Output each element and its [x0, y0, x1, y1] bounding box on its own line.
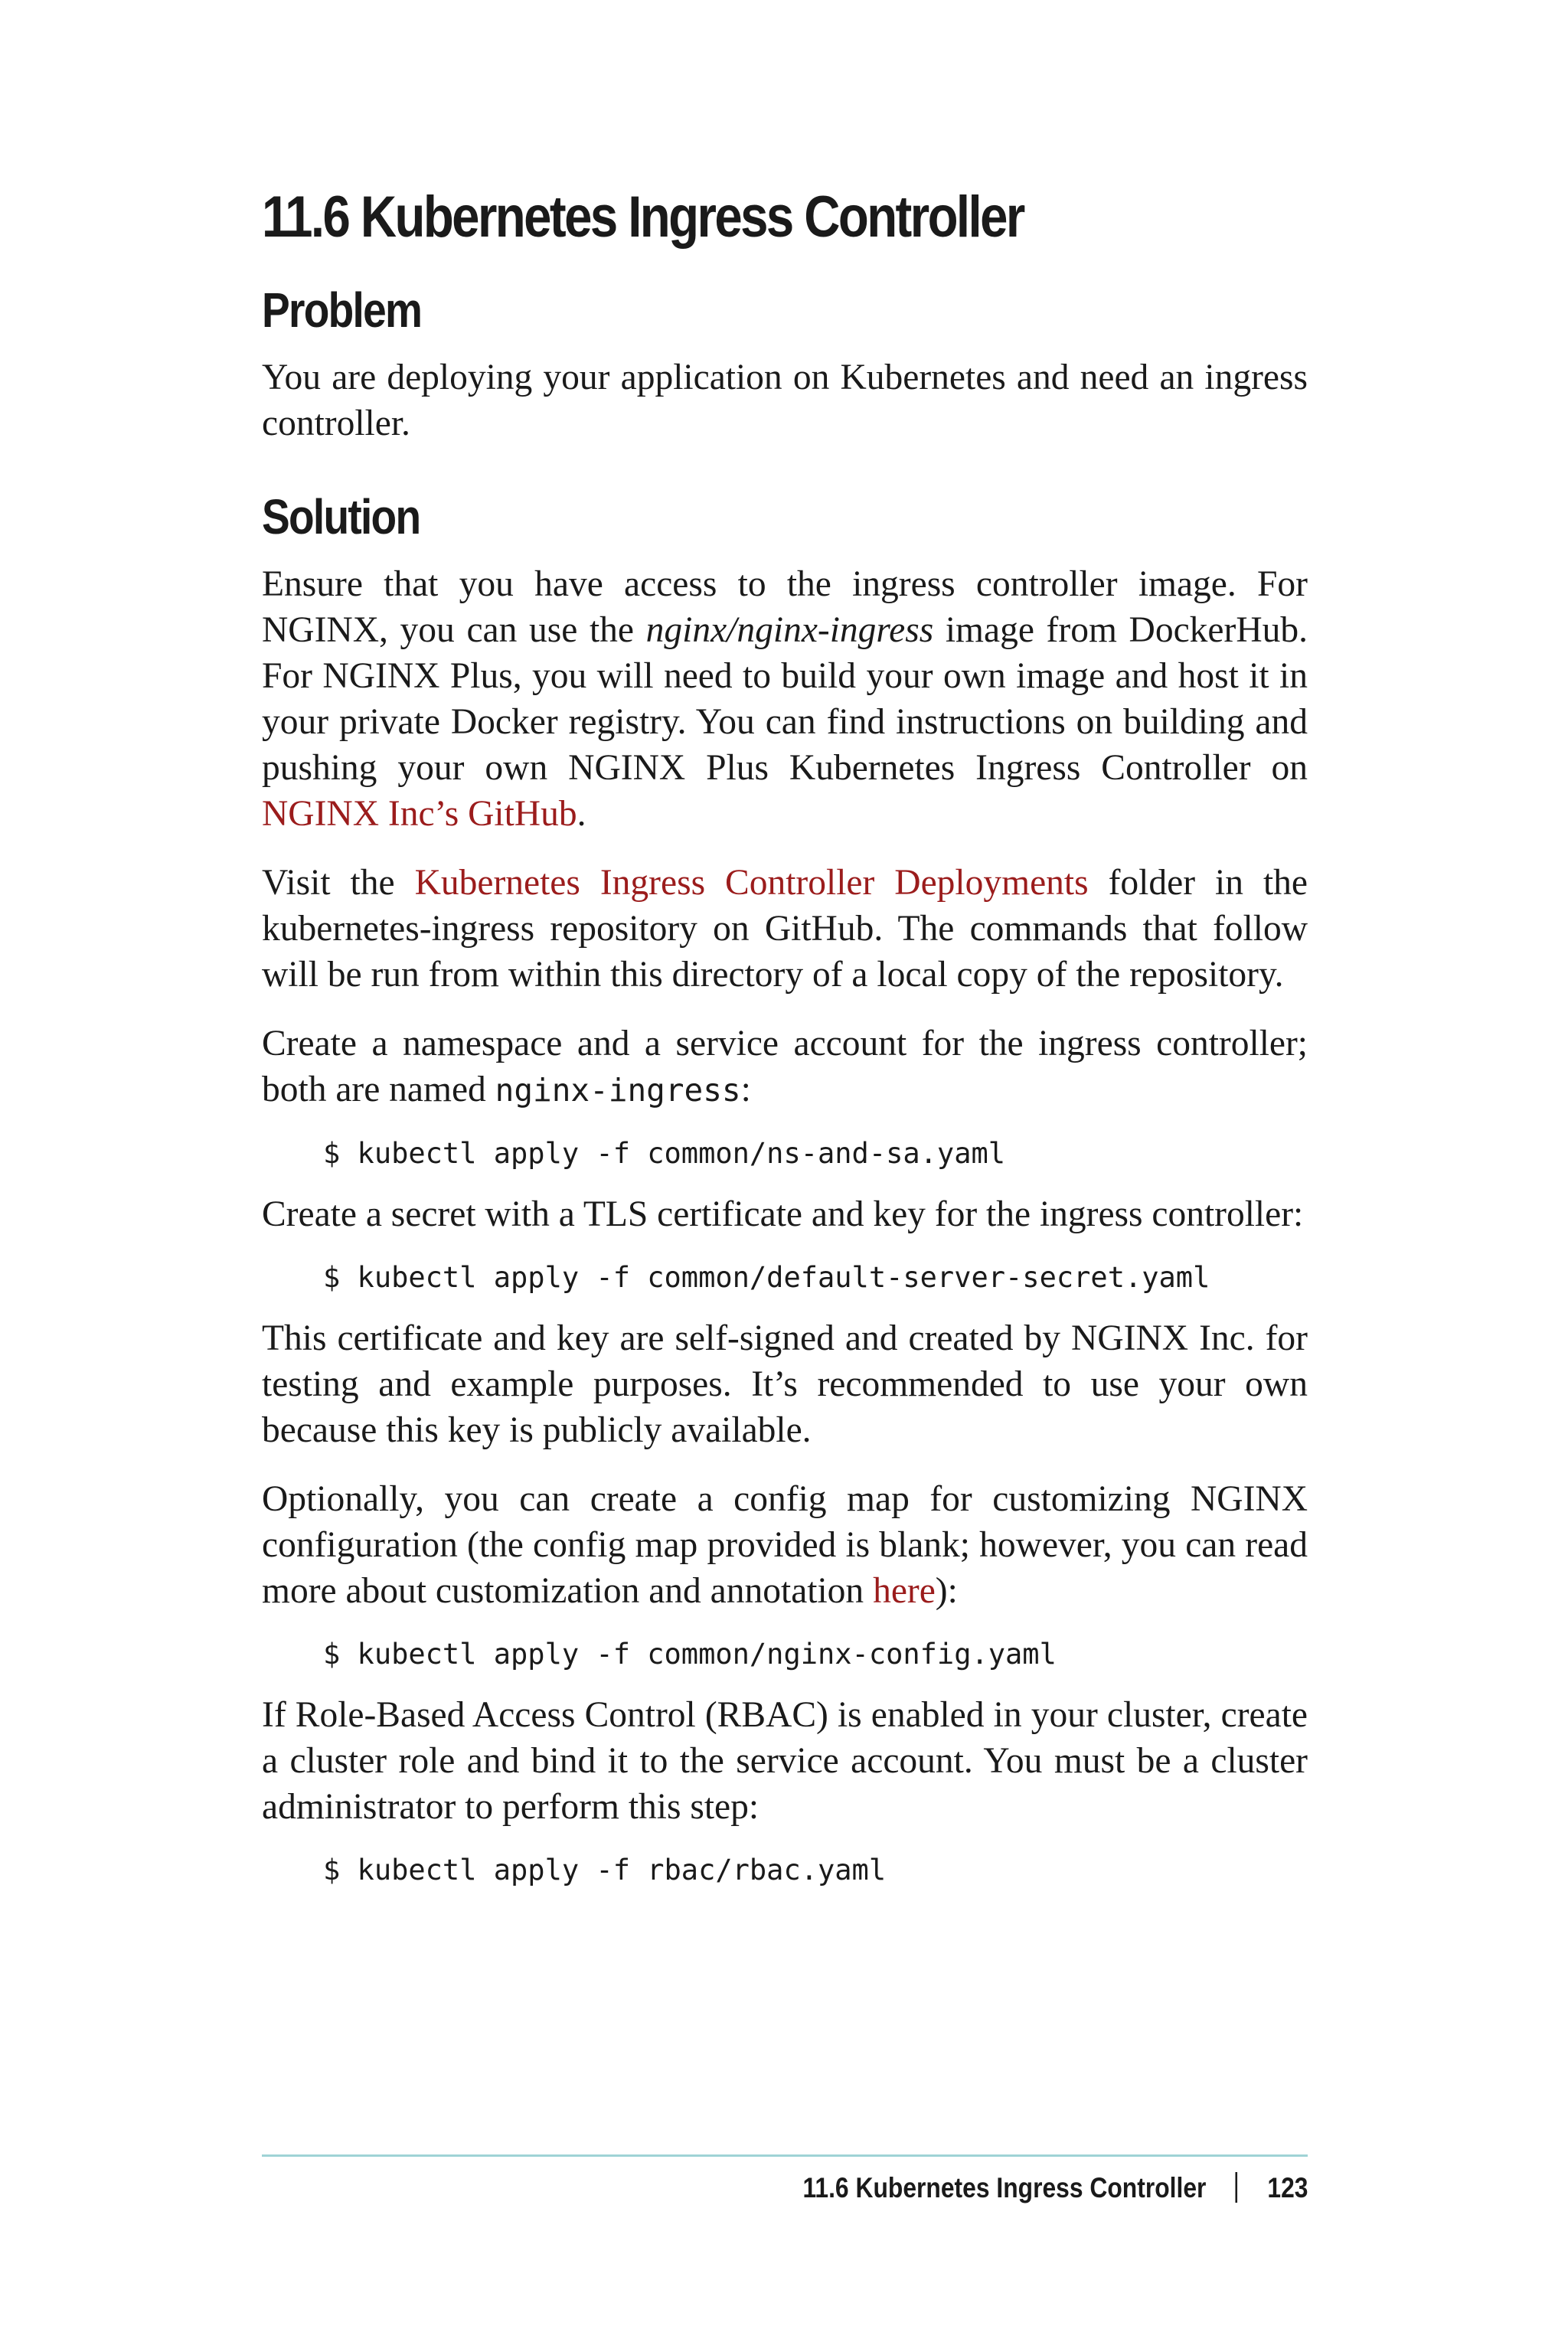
problem-heading: Problem — [262, 283, 422, 338]
solution-paragraph-5: This certificate and key are self-signed and created by NGINX Inc. for testing and example purposes. It’s recommended to use your own because this key is publicly available. — [262, 1318, 1308, 1450]
command-nginx-config: $ kubectl apply -f common/nginx-config.yaml — [323, 1637, 1057, 1671]
footer-inner — [802, 2172, 1308, 2204]
inline-code-nginx-ingress: nginx-ingress — [495, 1071, 741, 1109]
page-body — [262, 184, 1308, 1890]
solution-heading: Solution — [262, 488, 420, 544]
solution-paragraph-6-text-a: Optionally, you can create a config map for customizing NGINX configuration (the config map provided is blank; however, you can read more about customization and annotation — [262, 1478, 1308, 1611]
solution-paragraph-3-text-b: : — [740, 1069, 751, 1109]
solution-paragraph-6-text-b: ): — [935, 1570, 958, 1611]
solution-paragraph-1-text-a: Ensure that you have access to the ingress controller image. For NGINX, you can use the — [262, 564, 1308, 650]
command-default-server-secret: $ kubectl apply -f common/default-server-secret.yaml — [323, 1260, 1210, 1294]
solution-paragraph-2-text-b: folder in the kubernetes-ingress repository on GitHub. The commands that follow will be run from within this directory of a local copy of the repository. — [262, 862, 1308, 995]
solution-paragraph-4: Create a secret with a TLS certificate and key for the ingress controller: — [262, 1194, 1304, 1234]
solution-paragraph-1-text-b: image from DockerHub. For NGINX Plus, you will need to build your own image and host it in your private Docker registry. You can find instructions on building and pushing your own NGINX Plus Kubernetes Ingress Controller on — [262, 609, 1308, 788]
footer-text — [262, 2172, 1308, 2204]
section-title: 11.6 Kubernetes Ingress Controller — [262, 185, 1024, 250]
nginx-github-link[interactable]: NGINX Inc’s GitHub — [262, 793, 577, 834]
footer-section-title: 11.6 Kubernetes Ingress Controller — [802, 2172, 1206, 2203]
solution-paragraph-2 — [262, 860, 1308, 998]
nginx-ingress-image-name: nginx/nginx-ingress — [645, 609, 934, 650]
solution-paragraph-2-text-a: Visit the — [262, 862, 415, 903]
page-footer — [262, 2154, 1308, 2204]
solution-paragraph-3 — [262, 1021, 1308, 1113]
footer-separator — [1235, 2172, 1237, 2203]
customization-here-link[interactable]: here — [873, 1570, 936, 1611]
solution-paragraph-1-text-c: . — [577, 793, 586, 834]
deployments-folder-link[interactable]: Kubernetes Ingress Controller Deployments — [414, 862, 1089, 903]
solution-paragraph-6 — [262, 1476, 1308, 1614]
problem-paragraph: You are deploying your application on Kubernetes and need an ingress controller. — [262, 357, 1308, 443]
page-number: 123 — [1266, 2172, 1308, 2203]
command-rbac: $ kubectl apply -f rbac/rbac.yaml — [323, 1853, 887, 1886]
solution-paragraph-7: If Role-Based Access Control (RBAC) is enabled in your cluster, create a cluster role and bind it to the service account. You must be a cluster administrator to perform this step: — [262, 1694, 1308, 1827]
solution-paragraph-3-text-a: Create a namespace and a service account for the ingress controller; both are named — [262, 1023, 1308, 1109]
footer-divider — [262, 2154, 1308, 2157]
solution-paragraph-1 — [262, 561, 1308, 837]
command-ns-and-sa: $ kubectl apply -f common/ns-and-sa.yaml — [323, 1136, 1006, 1170]
